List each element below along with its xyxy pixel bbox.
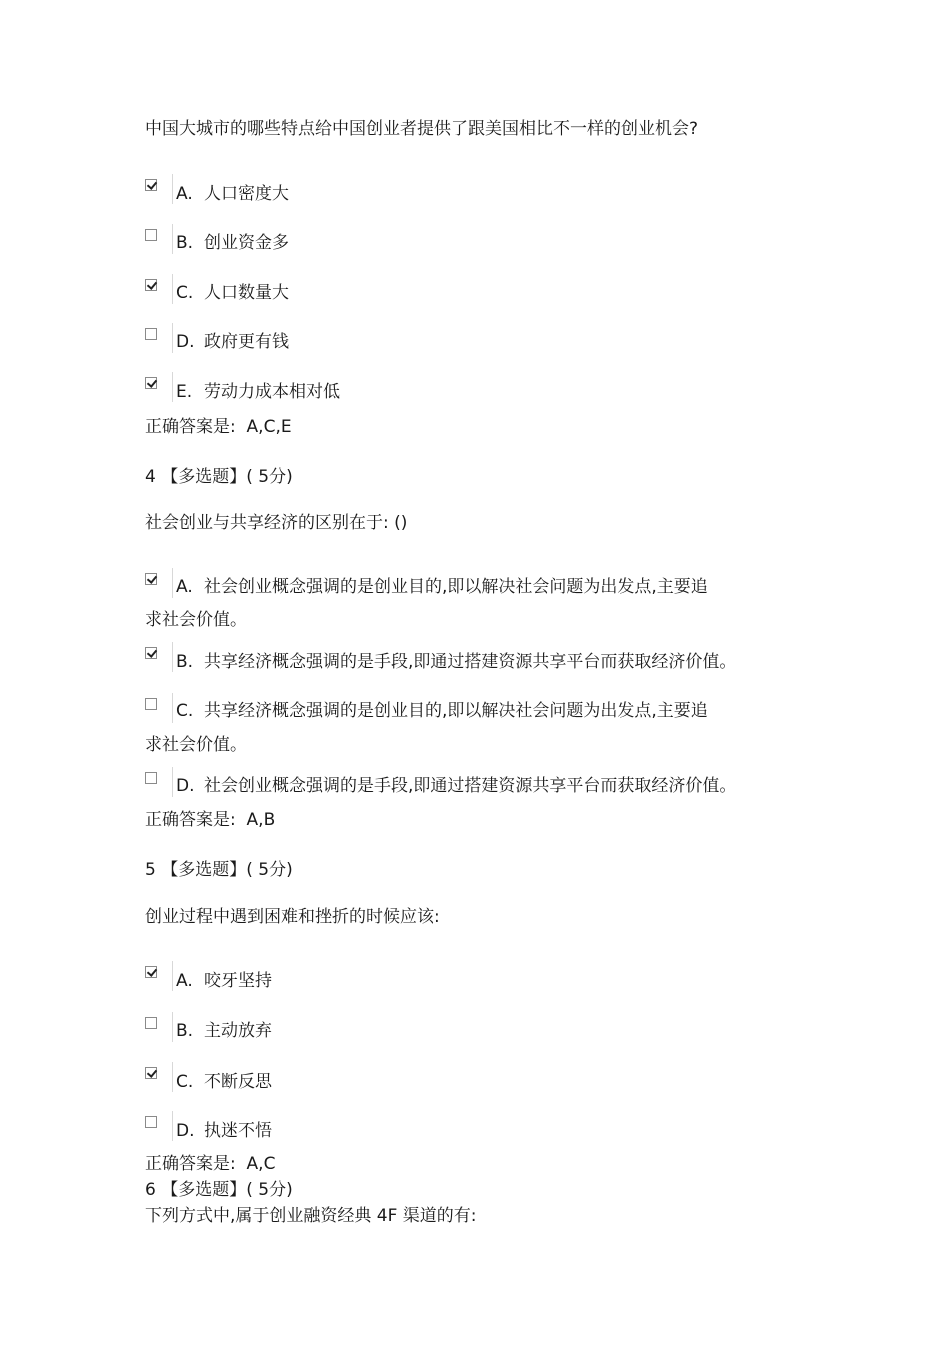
option-label: A. 咬牙坚持 [176,971,272,991]
option-label-continued: 求社会价值。 [145,735,247,755]
checkbox-checked[interactable] [145,966,157,978]
question-3-stem: 中国大城市的哪些特点给中国创业者提供了跟美国相比不一样的创业机会? [145,119,699,139]
option-divider [172,1062,173,1092]
question-5-header: 5 【多选题】( 5分) [145,860,293,880]
checkbox-unchecked[interactable] [145,698,157,710]
option-label: A. 社会创业概念强调的是创业目的,即以解决社会问题为出发点,主要追 [176,577,708,597]
option-label: B. 主动放弃 [176,1021,272,1041]
option-divider [172,767,173,797]
checkbox-unchecked[interactable] [145,1017,157,1029]
option-label-continued: 求社会价值。 [145,610,247,630]
option-label: D. 执迷不悟 [176,1121,272,1141]
option-divider [172,693,173,723]
option-label: B. 创业资金多 [176,233,289,253]
checkbox-checked[interactable] [145,179,157,191]
option-divider [172,224,173,254]
q3-correct-answer: 正确答案是: A,C,E [145,417,292,437]
option-label: B. 共享经济概念强调的是手段,即通过搭建资源共享平台而获取经济价值。 [176,652,737,672]
option-divider [172,642,173,672]
option-divider [172,961,173,991]
option-label: C. 人口数量大 [176,283,289,303]
checkbox-unchecked[interactable] [145,328,157,340]
option-label: A. 人口密度大 [176,184,289,204]
checkbox-checked[interactable] [145,647,157,659]
checkbox-unchecked[interactable] [145,1116,157,1128]
option-label: D. 社会创业概念强调的是手段,即通过搭建资源共享平台而获取经济价值。 [176,776,737,796]
option-divider [172,1111,173,1141]
checkbox-unchecked[interactable] [145,229,157,241]
q4-correct-answer: 正确答案是: A,B [145,810,276,830]
q5-correct-answer: 正确答案是: A,C [145,1154,276,1174]
option-label: D. 政府更有钱 [176,332,289,352]
question-5-stem: 创业过程中遇到困难和挫折的时候应该: [145,907,440,927]
option-divider [172,568,173,598]
checkbox-unchecked[interactable] [145,772,157,784]
option-divider [172,372,173,402]
option-divider [172,1012,173,1042]
option-divider [172,323,173,353]
option-label: E. 劳动力成本相对低 [176,382,340,402]
question-4-header: 4 【多选题】( 5分) [145,467,293,487]
question-6-stem: 下列方式中,属于创业融资经典 4F 渠道的有: [145,1206,477,1226]
checkbox-checked[interactable] [145,279,157,291]
checkbox-checked[interactable] [145,573,157,585]
option-label: C. 共享经济概念强调的是创业目的,即以解决社会问题为出发点,主要追 [176,701,708,721]
question-4-stem: 社会创业与共享经济的区别在于: () [145,513,408,533]
option-label: C. 不断反思 [176,1072,272,1092]
option-divider [172,174,173,204]
question-6-header: 6 【多选题】( 5分) [145,1180,293,1200]
checkbox-checked[interactable] [145,377,157,389]
checkbox-checked[interactable] [145,1067,157,1079]
option-divider [172,274,173,304]
